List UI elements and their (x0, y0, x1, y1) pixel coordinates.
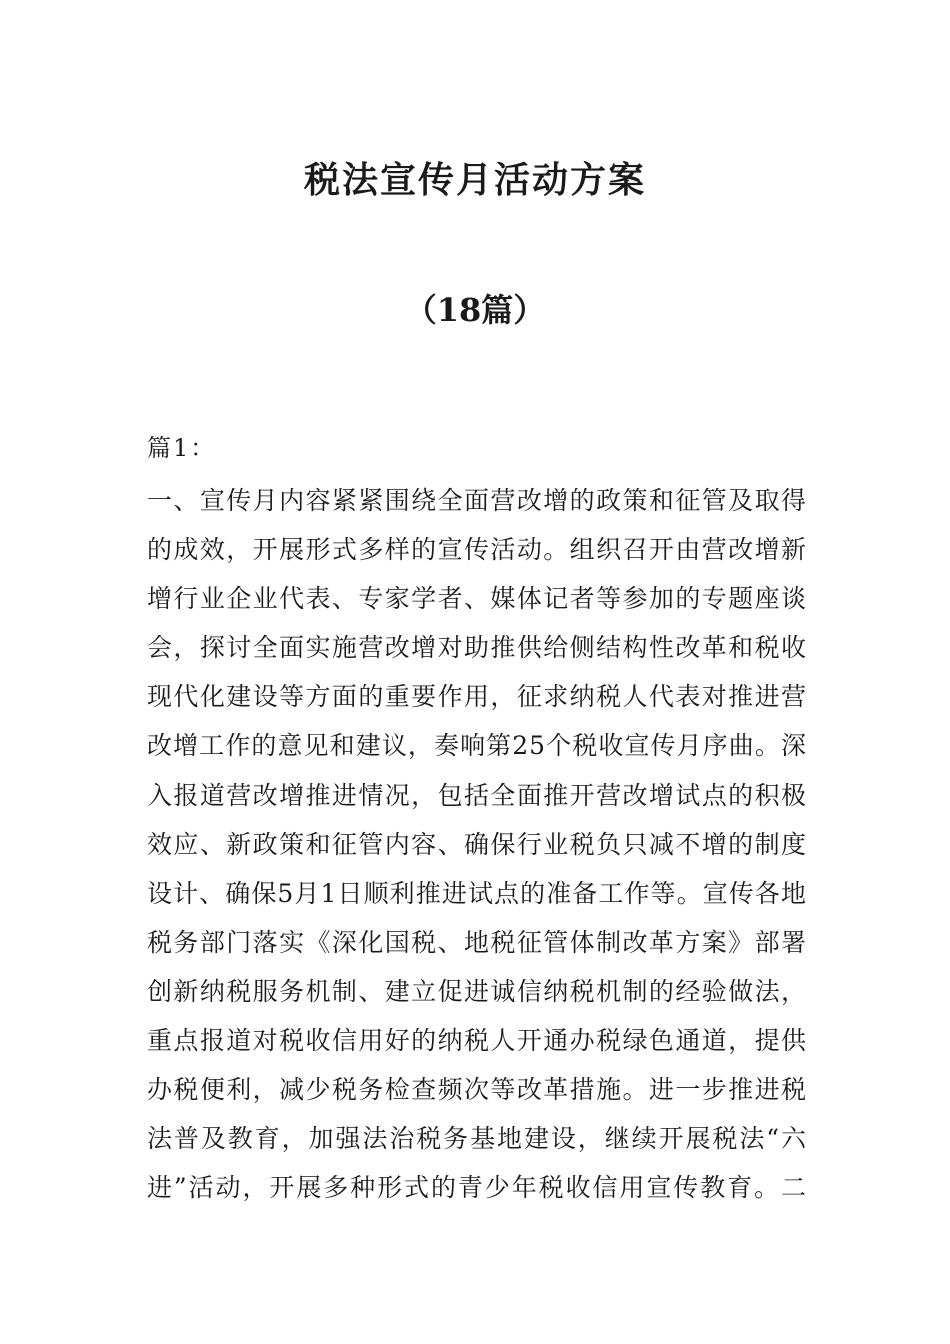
body-line: 会，探讨全面实施营改增对助推供给侧结构性改革和税收 (147, 633, 807, 663)
body-line: 办税便利，减少税务检查频次等改革措施。进一步推进税 (147, 1075, 807, 1105)
document-subtitle: （18篇） (404, 291, 546, 329)
body-line: 法普及教育，加强法治税务基地建设，继续开展税法“六 (147, 1124, 807, 1154)
document-title: 税法宣传月活动方案 (303, 159, 646, 201)
body-line: 重点报道对税收信用好的纳税人开通办税绿色通道，提供 (147, 1026, 807, 1056)
body-line: 设计、确保5月1日顺利推进试点的准备工作等。宣传各地 (147, 878, 807, 908)
body-line: 效应、新政策和征管内容、确保行业税负只减不增的制度 (147, 829, 807, 859)
section-label: 篇1： (147, 434, 217, 462)
body-line: 税务部门落实《深化国税、地税征管体制改革方案》部署 (147, 927, 807, 957)
body-line: 进”活动，开展多种形式的青少年税收信用宣传教育。二 (147, 1173, 807, 1203)
body-line: 改增工作的意见和建议，奏响第25个税收宣传月序曲。深 (147, 731, 807, 761)
body-line: 创新纳税服务机制、建立促进诚信纳税机制的经验做法， (147, 976, 807, 1006)
body-text (147, 476, 807, 1212)
body-line: 一、宣传月内容紧紧围绕全面营改增的政策和征管及取得 (147, 486, 807, 515)
body-line: 的成效，开展形式多样的宣传活动。组织召开由营改增新 (147, 535, 807, 565)
body-line: 入报道营改增推进情况，包括全面推开营改增试点的积极 (147, 780, 807, 810)
body-line: 增行业企业代表、专家学者、媒体记者等参加的专题座谈 (147, 584, 807, 614)
body-line: 现代化建设等方面的重要作用，征求纳税人代表对推进营 (147, 682, 807, 712)
